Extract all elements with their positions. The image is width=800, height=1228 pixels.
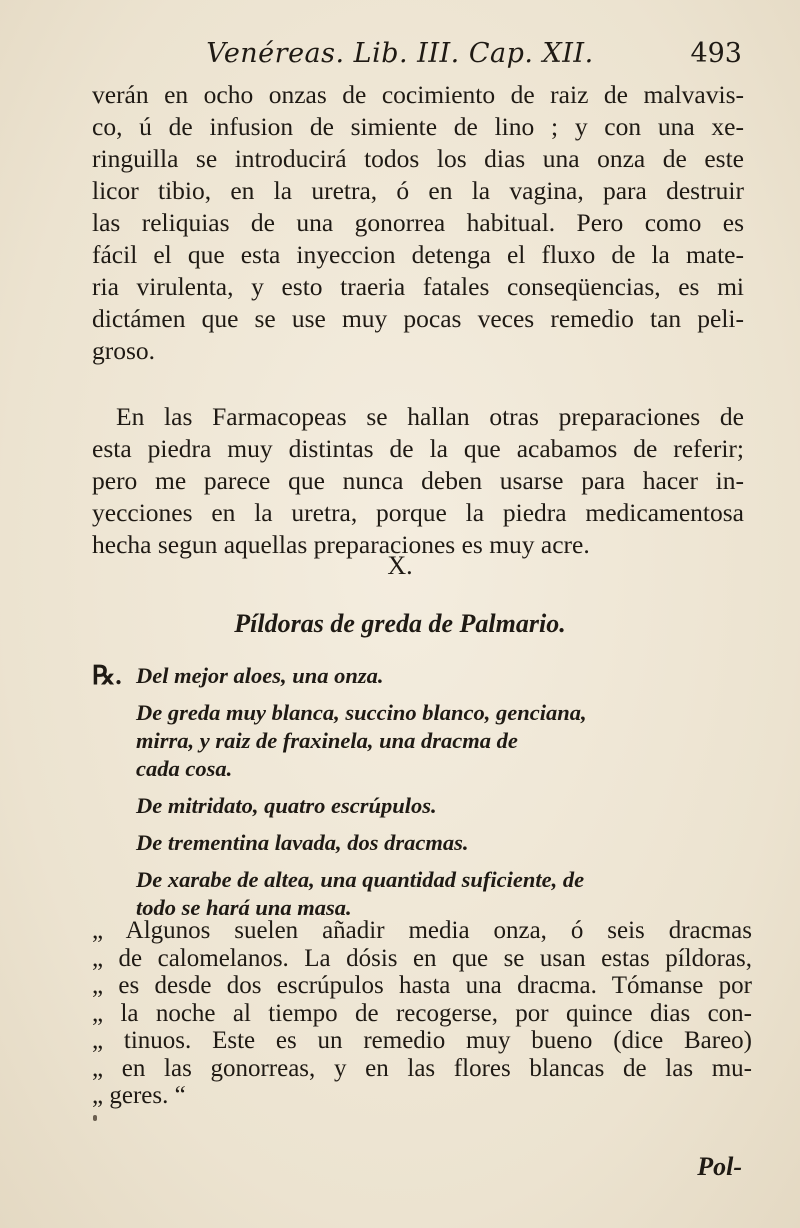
recipe-symbol: ℞.: [92, 661, 122, 690]
quote-line: „ de calomelanos. La dósis en que se usan estas píldoras,: [92, 944, 752, 972]
text-line: ringuilla se introducirá todos los dias una onza de este: [92, 144, 744, 173]
page-header: [0, 32, 800, 72]
text-line: hecha segun aquellas preparaciones es muy acre.: [92, 530, 590, 559]
section-number: X.: [387, 551, 413, 580]
quote-line: „ Algunos suelen añadir media onza, ó seis dracmas: [92, 917, 752, 944]
ingredient-line: todo se hará una masa.: [136, 895, 352, 920]
ingredient-line: De xarabe de altea, una quantidad suficiente, de: [136, 867, 585, 892]
text-line: fácil el que esta inyeccion detenga el fluxo de la mate-: [92, 240, 744, 269]
running-head: Venéreas. Lib. III. Cap. XII.: [206, 38, 594, 69]
text-line: yecciones en la uretra, porque la piedra medicamentosa: [92, 498, 744, 527]
ingredient: [92, 829, 752, 857]
ingredient-line: mirra, y raiz de fraxinela, una dracma de: [136, 728, 518, 753]
page-number: 493: [690, 38, 742, 69]
ingredient: [92, 699, 752, 783]
text-line: En las Farmacopeas se hallan otras preparaciones de: [116, 402, 744, 431]
ingredient: [92, 792, 752, 820]
quote-line: „ tinuos. Este es un remedio muy bueno (dice Bareo): [92, 1027, 752, 1054]
text-line: ria virulenta, y esto traeria fatales conseqüencias, es mi: [92, 272, 744, 301]
quote-line: „ la noche al tiempo de recogerse, por quince dias con-: [92, 999, 752, 1027]
ingredient-line: Del mejor aloes, una onza.: [136, 663, 384, 688]
quoted-passage: [92, 917, 752, 1110]
catchword: Pol-: [697, 1152, 742, 1181]
section-title: Píldoras de greda de Palmario.: [234, 609, 566, 638]
text-line: las reliquias de una gonorrea habitual. Pero como es: [92, 208, 744, 237]
recipe: [92, 662, 752, 931]
quote-line: „ es desde dos escrúpulos hasta una dracma. Tómanse por: [92, 972, 752, 999]
ingredient: [92, 662, 752, 690]
paragraph-1: [92, 79, 744, 367]
text-line: esta piedra muy distintas de la que acabamos de referir;: [92, 434, 744, 463]
ingredient-line: De mitridato, quatro escrúpulos.: [136, 793, 437, 818]
text-line: dictámen que se use muy pocas veces remedio tan peli-: [92, 304, 744, 333]
ingredient: [92, 866, 752, 922]
ingredient-line: cada cosa.: [136, 756, 233, 781]
text-line: co, ú de infusion de simiente de lino ; y con una xe-: [92, 112, 744, 141]
text-line: licor tibio, en la uretra, ó en la vagina, para destruir: [92, 176, 744, 205]
quote-line: „ geres. “: [92, 1082, 186, 1109]
paragraph-2: [92, 401, 744, 561]
text-line: groso.: [92, 336, 156, 365]
text-line: verán en ocho onzas de cocimiento de raiz de malvavis-: [92, 80, 744, 109]
quote-line: „ en las gonorreas, y en las flores blancas de las mu-: [92, 1054, 752, 1082]
ingredient-line: De greda muy blanca, succino blanco, genciana,: [136, 700, 587, 725]
text-line: pero me parece que nunca deben usarse para hacer in-: [92, 466, 744, 495]
ingredient-line: De trementina lavada, dos dracmas.: [136, 830, 469, 855]
ink-speck: [93, 1115, 97, 1121]
